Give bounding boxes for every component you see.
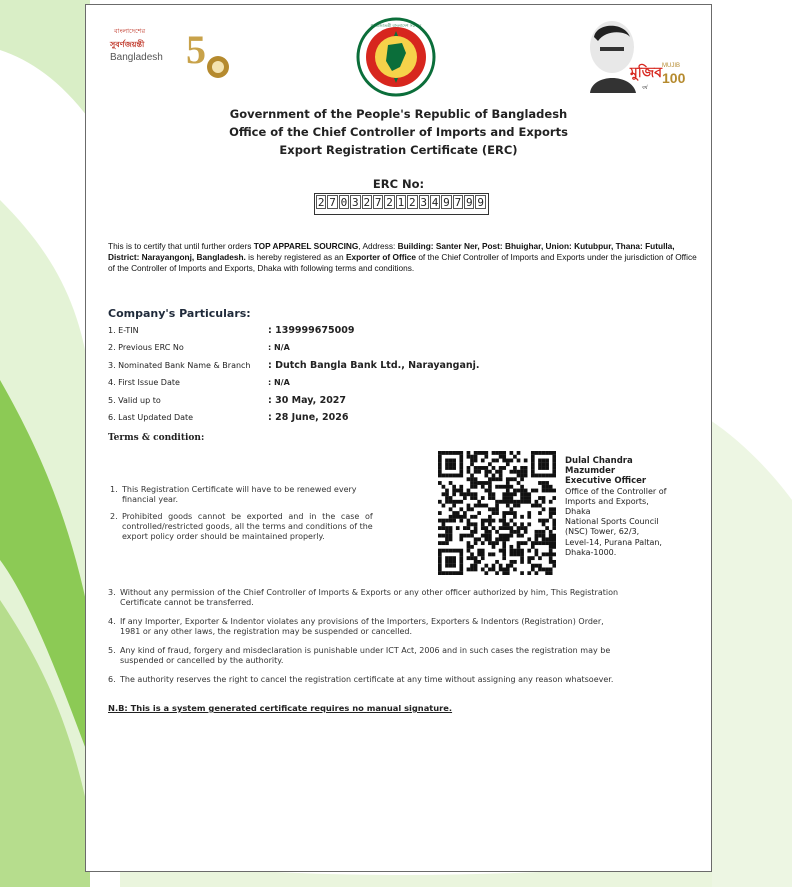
term-line: Prohibited goods cannot be exported and in the case of	[122, 512, 373, 521]
term-line: Without any permission of the Chief Controller of Imports & Exports or any other officer authorized by him, This Registration	[120, 588, 619, 597]
terms-title: Terms & condition:	[108, 433, 205, 443]
officer-signature-block	[565, 456, 685, 558]
officer-line: Dhaka	[565, 507, 591, 517]
golden-jubilee-logo	[108, 19, 236, 83]
term-number: 6.	[108, 675, 116, 684]
particular-label: 6. Last Updated Date	[108, 413, 194, 422]
certification-paragraph	[108, 241, 698, 274]
erc-digit: 7	[454, 196, 462, 209]
erc-digit: 2	[386, 196, 393, 209]
particular-label: 1. E-TIN	[108, 326, 139, 335]
term-line: The authority reserves the right to cancel the registration certificate at any time without assigning any reason whatsoever.	[120, 675, 614, 684]
particular-value: : Dutch Bangla Bank Ltd., Narayanganj.	[268, 360, 480, 371]
particulars-title: Company's Particulars:	[108, 307, 251, 320]
mujib-100-logo	[576, 17, 688, 93]
mujib-bangla-text: মুজিব	[630, 65, 663, 81]
officer-line: Office of the Controller of	[565, 486, 667, 496]
heading-line-2: Office of the Chief Controller of Imports and Exports	[229, 125, 568, 139]
officer-name-2: Mazumder	[565, 466, 616, 477]
erc-digit: 2	[363, 196, 371, 209]
particular-label: 5. Valid up to	[108, 396, 161, 405]
officer-line: Imports and Exports,	[565, 496, 649, 506]
erc-digit: 2	[409, 196, 416, 209]
term-number: 2.	[110, 512, 118, 521]
particular-value: : 139999675009	[268, 325, 355, 336]
particular-label: 3. Nominated Bank Name & Branch	[108, 361, 251, 370]
term-number: 4.	[108, 617, 116, 626]
particular-value: : N/A	[268, 343, 290, 352]
term-line: 1981 or any other laws, the registration may be suspended or cancelled.	[120, 627, 413, 636]
term-item	[108, 675, 708, 687]
particular-label: 2. Previous ERC No	[108, 343, 184, 352]
erc-digit: 7	[374, 196, 382, 209]
officer-line: Dhaka-1000.	[565, 547, 617, 557]
government-seal-logo	[354, 17, 438, 97]
certify-text-3: is hereby registered as an	[245, 252, 346, 262]
heading-line-1: Government of the People's Republic of Bangladesh	[229, 107, 568, 121]
certificate-page	[85, 4, 712, 872]
erc-digit: 4	[431, 196, 439, 209]
logo-left-number: 5	[186, 27, 206, 72]
seal-ring-text: গণপ্রজাতন্ত্রী বাংলাদেশ সরকার	[370, 23, 422, 28]
officer-line: (NSC) Tower, 62/3,	[565, 527, 640, 537]
term-item	[110, 512, 430, 544]
erc-digit: 1	[397, 196, 405, 209]
particular-value: : N/A	[268, 378, 290, 387]
term-item	[110, 485, 430, 507]
officer-line: Level-14, Purana Paltan,	[565, 537, 662, 547]
logo-left-line2: সুবর্ণজয়ন্তী	[110, 40, 145, 49]
term-line: controlled/restricted goods, all the terms and conditions of the	[122, 522, 373, 531]
particular-label: 4. First Issue Date	[108, 378, 180, 387]
company-name: TOP APPAREL SOURCING	[253, 241, 359, 251]
mujib-latin-text: MUJIB	[662, 63, 680, 69]
mujib-subtitle: বর্ষ	[642, 85, 648, 91]
heading-line-3: Export Registration Certificate (ERC)	[279, 143, 518, 157]
term-number: 3.	[108, 588, 116, 597]
company-address: Building: Santer Ner, Post: Bhuighar, Union: Kutubpur, Thana: Futulla, District: Narayangonj, Bangladesh.	[108, 241, 675, 262]
particular-value: : 28 June, 2026	[268, 412, 349, 423]
term-item	[108, 646, 708, 668]
erc-number-boxes	[314, 193, 489, 215]
certify-text-2: , Address:	[358, 241, 398, 251]
logo-left-line3: Bangladesh	[110, 52, 163, 63]
certify-text-1: This is to certify that until further orders	[108, 241, 254, 251]
erc-label: ERC No:	[372, 177, 425, 191]
term-line: suspended or cancelled by the authority.	[120, 656, 284, 665]
qr-code	[438, 451, 556, 575]
erc-digit: 2	[317, 196, 325, 209]
term-number: 5.	[108, 646, 116, 655]
term-line: financial year.	[122, 495, 179, 504]
term-line: This Registration Certificate will have to be renewed every	[122, 485, 357, 494]
erc-digit: 9	[443, 196, 450, 209]
term-line: If any Importer, Exporter & Indentor violates any provisions of the Importers, Exporters & Indentors (Registration) Order,	[120, 617, 604, 626]
registration-role: Exporter of Office	[345, 252, 417, 262]
officer-line: National Sports Council	[565, 517, 659, 527]
logo-left-line1: বাংলাদেশের	[114, 27, 146, 35]
officer-designation: Executive Officer	[565, 476, 647, 487]
erc-digit: 3	[420, 196, 428, 209]
officer-name-1: Dulal Chandra	[565, 456, 633, 466]
erc-digit: 7	[329, 196, 336, 209]
term-line: export policy order should be maintained properly.	[122, 532, 325, 541]
particular-value: : 30 May, 2027	[268, 395, 347, 406]
erc-digit: 9	[465, 196, 473, 209]
term-item	[108, 617, 708, 639]
term-number: 1.	[110, 485, 118, 494]
mujib-number: 100	[662, 70, 686, 86]
erc-digit: 0	[340, 196, 348, 209]
certificate-heading	[86, 105, 711, 159]
certify-text-4: of the Chief Controller of Imports and Exports under the jurisdiction of Office of the Controller of Imports and Exports, Dhaka with following terms and conditions.	[108, 252, 697, 273]
term-item	[108, 588, 708, 610]
term-line: Certificate cannot be transferred.	[120, 598, 254, 607]
system-generated-note: N.B: This is a system generated certificate requires no manual signature.	[108, 703, 453, 713]
erc-digit: 9	[477, 196, 484, 209]
erc-digit: 3	[352, 196, 359, 209]
term-line: Any kind of fraud, forgery and misdeclaration is punishable under ICT Act, 2006 and in such cases the registration may be	[120, 646, 611, 655]
